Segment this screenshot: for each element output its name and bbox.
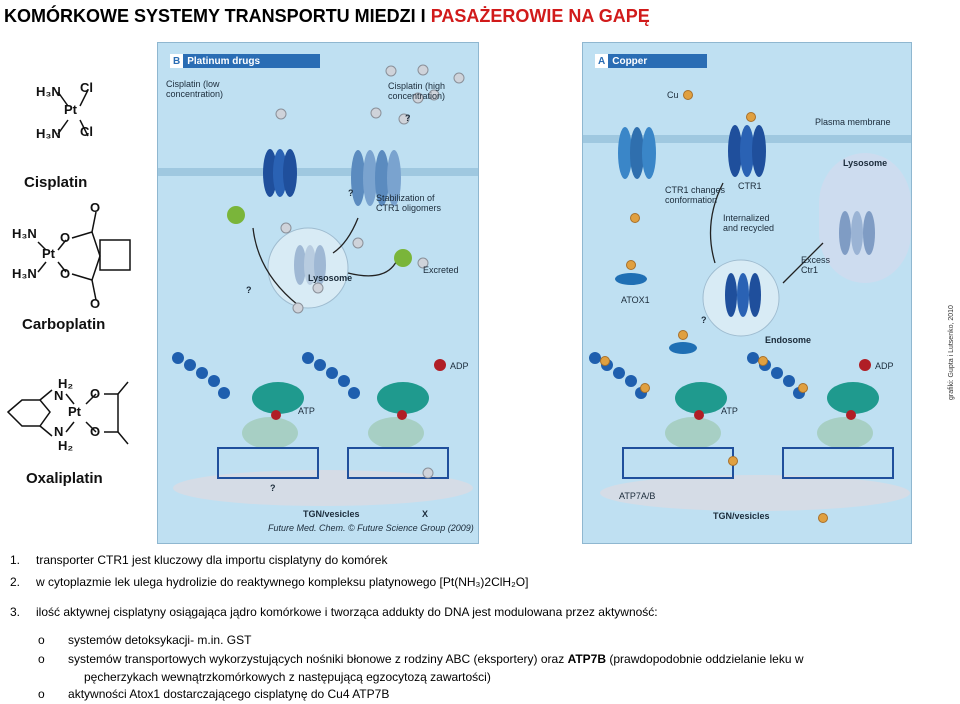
carboplatin-h3n-bottom: H₃N [12, 266, 37, 281]
oxaliplatin-h2-bottom: H₂ [58, 438, 74, 453]
panel-a-tag [595, 54, 707, 68]
list-item-2 [10, 573, 528, 592]
membrane-band [158, 168, 478, 176]
sub-text-2-cont: pęcherzykach wewnątrzkomórkowych z następującą egzocytozą zawartości) [84, 670, 491, 684]
cisplatin-h3n-bottom: H₃N [36, 126, 61, 141]
cisplatin-h3n-top: H₃N [36, 84, 61, 99]
label-atp7ab: ATP7A/B [619, 491, 656, 501]
sub-text-2b: (prawdopodobnie oddzielanie leku w [609, 652, 804, 666]
label-ctr1-changes: CTR1 changes conformation [665, 185, 726, 205]
cisplatin-pt: Pt [64, 102, 77, 117]
label-endosome: Endosome [765, 335, 812, 345]
adp-sphere [434, 359, 446, 371]
carboplatin-label: Carboplatin [22, 316, 106, 333]
title-main: KOMÓRKOWE SYSTEMY TRANSPORTU MIEDZI I [4, 6, 426, 26]
label-lysosome-a: Lysosome [843, 158, 888, 168]
panel-platinum-drugs [157, 42, 479, 544]
label-stabilization: Stabilization of CTR1 oligomers [376, 193, 442, 213]
list-num-1: 1. [10, 553, 21, 567]
panel-a-letter: A [595, 54, 608, 68]
label-q-stab: ? [348, 188, 354, 198]
panel-a-title: Copper [612, 55, 648, 67]
chaperone-chain-right [302, 352, 360, 399]
carboplatin-o2: O [60, 266, 71, 281]
label-excess-ctr1: Excess Ctr1 [801, 255, 831, 275]
ctr1-low [263, 149, 297, 197]
carboplatin-pt: Pt [42, 246, 55, 261]
list-text-1: transporter CTR1 jest kluczowy dla importu cisplatyny do komórek [36, 553, 388, 567]
green-sphere-2 [394, 249, 412, 267]
sub-item-3 [38, 685, 389, 704]
panel-b-letter: B [170, 54, 183, 68]
label-ctr1: CTR1 [738, 181, 762, 191]
sub-bullet-1: o [38, 633, 45, 647]
cisplatin-cl-top: Cl [80, 80, 93, 95]
label-x: X [422, 509, 429, 519]
label-atox1: ATOX1 [621, 295, 650, 305]
label-q-lyso: ? [246, 285, 252, 295]
label-plasma-membrane: Plasma membrane [815, 117, 891, 127]
cisplatin-cl-bottom: Cl [80, 124, 93, 139]
label-cu: Cu [667, 90, 679, 100]
label-adp-a: ADP [875, 361, 894, 371]
list-text-2: w cytoplazmie lek ulega hydrolizie do reaktywnego kompleksu platynowego [Pt(NH₃)2ClH₂O] [36, 575, 529, 589]
oxaliplatin-h2-top: H₂ [58, 376, 74, 391]
atp-sphere-a-right [846, 410, 856, 420]
oxaliplatin-n-bottom: N [54, 424, 64, 439]
green-sphere-1 [227, 206, 245, 224]
oxaliplatin-n-top: N [54, 388, 64, 403]
sub-text-2-bold: ATP7B [567, 652, 607, 666]
ctr1-active [728, 125, 766, 177]
label-q-a: ? [701, 315, 707, 325]
atp7-right [348, 382, 448, 478]
carboplatin-o4: O [90, 296, 101, 311]
label-atp-b: ATP [298, 406, 315, 416]
oxaliplatin-pt: Pt [68, 404, 81, 419]
title-accent: PASAŻEROWIE NA GAPĘ [430, 6, 650, 26]
copper-chaperone-chain-left [589, 352, 647, 399]
label-lysosome-b: Lysosome [308, 273, 353, 283]
page-title [4, 6, 650, 27]
list-num-3: 3. [10, 605, 21, 619]
carboplatin-o3: O [90, 200, 101, 215]
label-cisplatin-low: Cisplatin (low concentration) [166, 79, 224, 99]
sub-item-2 [38, 650, 804, 669]
sub-bullet-2: o [38, 652, 45, 666]
sub-text-1: systemów detoksykacji- m.in. GST [68, 633, 252, 647]
sub-text-2a: systemów transportowych wykorzystujących nośniki błonowe z rodziny ABC (eksportery) oraz [68, 652, 565, 666]
atp-sphere-left [271, 410, 281, 420]
sub-text-3: aktywności Atox1 dostarczającego cisplatynę do Cu4 ATP7B [68, 687, 390, 701]
panel-copper [582, 42, 912, 544]
image-credit: grafiki: Gupta i Lutsenko, 2010 [948, 305, 955, 400]
ctr1-changing [618, 127, 656, 179]
sub-item-1 [38, 631, 251, 650]
label-excreted: Excreted [423, 265, 459, 275]
carboplatin-h3n-top: H₃N [12, 226, 37, 241]
oxaliplatin-o2: O [90, 424, 101, 439]
atp-sphere-right [397, 410, 407, 420]
label-adp-b: ADP [450, 361, 469, 371]
list-num-2: 2. [10, 575, 21, 589]
adp-sphere-a [859, 359, 871, 371]
figure-source: Future Med. Chem. © Future Science Group (2009) [268, 523, 474, 533]
label-cisplatin-high: Cisplatin (high concentration) [388, 81, 446, 101]
cisplatin-label: Cisplatin [24, 174, 88, 191]
copper-chaperone-chain-right [747, 352, 805, 399]
label-tgn-a: TGN/vesicles [713, 511, 770, 521]
atox1-protein [615, 273, 647, 285]
label-q-tgn: ? [270, 483, 276, 493]
label-q-top: ? [405, 113, 411, 123]
label-internalized: Internalized and recycled [723, 213, 775, 233]
list-item-1 [10, 551, 387, 570]
oxaliplatin-o1: O [90, 386, 101, 401]
ctr1-endosome [725, 273, 761, 317]
ctr1-lysosome-a [839, 211, 875, 255]
label-atp-a: ATP [721, 406, 738, 416]
oxaliplatin-label: Oxaliplatin [26, 470, 103, 487]
atp7-left [218, 382, 318, 478]
chaperone-chain-left [172, 352, 230, 399]
atox1-protein-2 [669, 342, 697, 354]
arrow-excreted [348, 258, 398, 276]
sub-bullet-3: o [38, 687, 45, 701]
panel-b-tag [170, 54, 320, 68]
label-tgn-b: TGN/vesicles [303, 509, 360, 519]
atp-sphere-a-left [694, 410, 704, 420]
list-item-3 [10, 603, 658, 622]
list-text-3: ilość aktywnej cisplatyny osiągająca jądro komórkowe i tworząca addukty do DNA jest modulowana przez aktywność: [36, 605, 658, 619]
panel-b-illustration [158, 43, 478, 543]
panel-b-title: Platinum drugs [187, 55, 261, 67]
carboplatin-o1: O [60, 230, 71, 245]
